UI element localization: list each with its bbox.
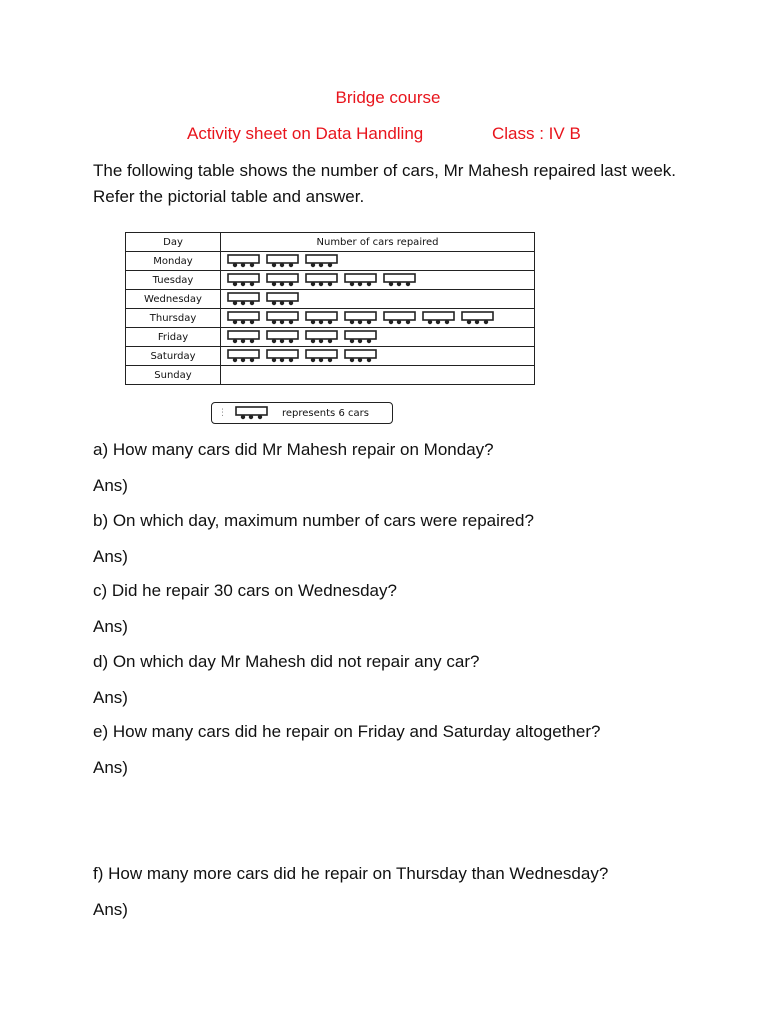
- car-icon: [227, 273, 260, 287]
- car-icon: [227, 330, 260, 344]
- pictograph-table: [125, 232, 535, 385]
- pictograph-row: [126, 290, 535, 309]
- car-icon: [266, 292, 299, 306]
- cars-cell: [221, 347, 535, 366]
- day-cell: Wednesday: [126, 290, 221, 309]
- car-icon: [344, 273, 377, 287]
- pictograph: [125, 232, 535, 419]
- car-icon: [305, 273, 338, 287]
- car-icon: [266, 254, 299, 268]
- car-icon: [383, 311, 416, 325]
- activity-title: Activity sheet on Data Handling: [187, 124, 424, 143]
- class-label: Class : IV B: [492, 124, 581, 143]
- cars-cell: [221, 328, 535, 347]
- cars-cell: [221, 366, 535, 385]
- question-text: b) On which day, maximum number of cars were repaired?: [93, 511, 534, 530]
- car-icon: [344, 330, 377, 344]
- question-text: a) How many cars did Mr Mahesh repair on Monday?: [93, 440, 494, 459]
- day-cell: Sunday: [126, 366, 221, 385]
- col-day-header: Day: [126, 233, 221, 252]
- answer-label: Ans): [93, 547, 128, 566]
- answer-label: Ans): [93, 900, 128, 919]
- cars-cell: [221, 271, 535, 290]
- question-text: e) How many cars did he repair on Friday and Saturday altogether?: [93, 722, 601, 741]
- intro-text: The following table shows the number of cars, Mr Mahesh repaired last week. Refer the pictorial table and answer.: [93, 161, 676, 206]
- car-icon: [305, 311, 338, 325]
- car-icon: [383, 273, 416, 287]
- car-icon: [344, 311, 377, 325]
- answer-label: Ans): [93, 476, 128, 495]
- car-icon: [305, 254, 338, 268]
- day-cell: Tuesday: [126, 271, 221, 290]
- car-icon: [461, 311, 494, 325]
- cars-cell: [221, 309, 535, 328]
- pictograph-row: [126, 252, 535, 271]
- car-icon: [266, 330, 299, 344]
- pictograph-key: [211, 402, 393, 424]
- key-text: represents 6 cars: [282, 407, 369, 419]
- car-icon: [266, 349, 299, 363]
- pictograph-body: [126, 252, 535, 385]
- pictograph-row: [126, 271, 535, 290]
- cars-cell: [221, 290, 535, 309]
- answer-label: Ans): [93, 758, 128, 777]
- car-icon: [227, 311, 260, 325]
- car-icon: [227, 349, 260, 363]
- car-icon: [266, 273, 299, 287]
- question-text: f) How many more cars did he repair on Thursday than Wednesday?: [93, 864, 609, 883]
- day-cell: Saturday: [126, 347, 221, 366]
- question-text: d) On which day Mr Mahesh did not repair any car?: [93, 652, 480, 671]
- car-icon: [305, 330, 338, 344]
- car-icon: [305, 349, 338, 363]
- day-cell: Monday: [126, 252, 221, 271]
- day-cell: Friday: [126, 328, 221, 347]
- pictograph-row: [126, 328, 535, 347]
- car-icon: [227, 254, 260, 268]
- question-text: c) Did he repair 30 cars on Wednesday?: [93, 581, 397, 600]
- pictograph-row: [126, 366, 535, 385]
- answer-label: Ans): [93, 617, 128, 636]
- day-cell: Thursday: [126, 309, 221, 328]
- page-title: Bridge course: [335, 88, 441, 107]
- car-icon: [344, 349, 377, 363]
- key-marker: ⋮: [218, 408, 227, 418]
- car-icon: [235, 406, 268, 420]
- answer-label: Ans): [93, 688, 128, 707]
- car-icon: [227, 292, 260, 306]
- pictograph-row: [126, 347, 535, 366]
- car-icon: [422, 311, 455, 325]
- pictograph-header-row: [126, 233, 535, 252]
- pictograph-row: [126, 309, 535, 328]
- col-cars-header: Number of cars repaired: [221, 233, 535, 252]
- car-icon: [266, 311, 299, 325]
- cars-cell: [221, 252, 535, 271]
